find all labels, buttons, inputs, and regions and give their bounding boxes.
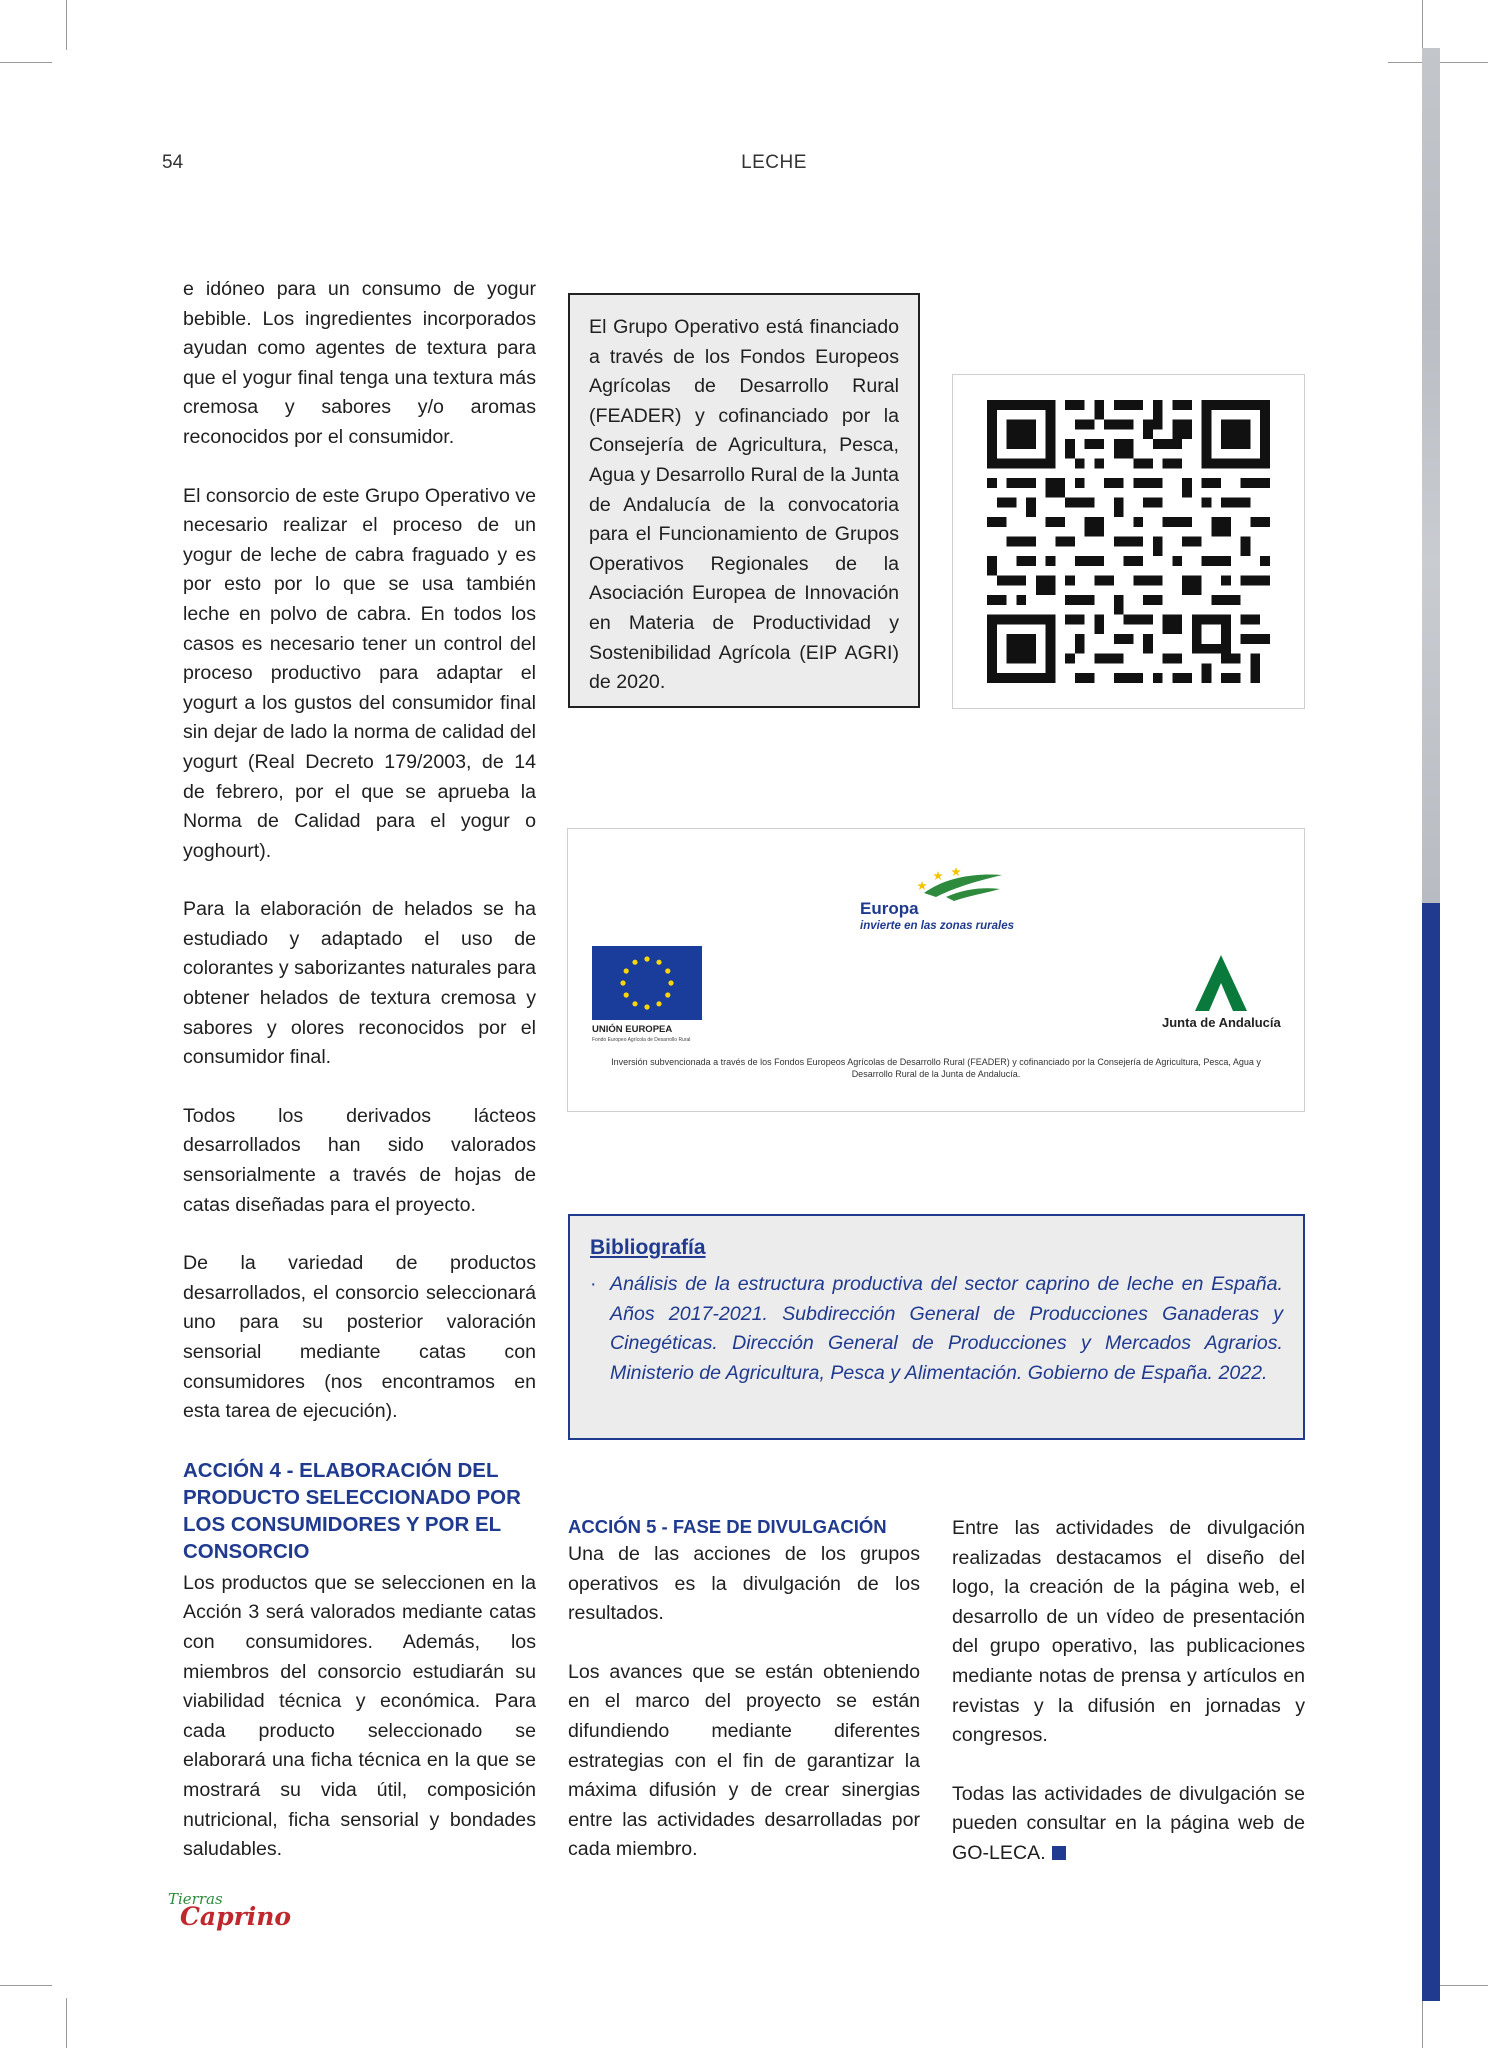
logos-caption: Inversión subvencionada a través de los Fondos Europeos Agrícolas de Desarrollo Rural (FEADER) y cofinanciado por la Consejería de Agricultura, Pesca, Agua y Desarrollo Rural de la Junta de Andalucía. (611, 1057, 1261, 1079)
crop-mark (66, 1998, 67, 2048)
qr-code-frame (952, 374, 1305, 709)
accion5-column (568, 1514, 920, 1865)
europa-stars-icon (916, 867, 1006, 901)
magazine-logo-big: Caprino (180, 1902, 292, 1931)
funding-logos (567, 828, 1305, 1112)
crop-mark (0, 1985, 52, 1986)
bullet-icon: · (590, 1273, 597, 1295)
paragraph: Entre las actividades de divulgación realizadas destacamos el diseño del logo, la creación de la página web, el desarrollo de un vídeo de presentación del grupo operativo, las publicaciones mediante notas de prensa y artículos en revistas y la difusión en jornadas y congresos. (952, 1517, 1305, 1747)
page-number: 54 (162, 152, 184, 173)
ue-label: UNIÓN EUROPEA (592, 1024, 673, 1035)
accion4-paragraph: Los productos que se seleccionen en la Acción 3 será valorados mediante catas con consumidores. Además, los miembros del consorcio estudiarán su viabilidad técnica y económica. Para cada producto seleccionado se elaborará una ficha técnica en la que se mostrará su vida útil, composición nutricional, ficha sensorial y bondades saludables. (183, 1571, 536, 1861)
paragraph: Para la elaboración de helados se ha estudiado y adaptado el uso de colorantes y saborizantes naturales para obtener helados de textura cremosa y sabores y olores reconocidos por el consumidor final. (183, 898, 536, 1069)
europa-subtitle: invierte en las zonas rurales (860, 920, 1015, 932)
left-column (183, 275, 536, 1865)
crop-mark (1440, 1985, 1488, 1986)
crop-mark (1422, 0, 1423, 50)
paragraph: De la variedad de productos desarrollados, el consorcio seleccionará uno para su posterior valoración sensorial mediante catas con consumidores (nos encontramos en esta tarea de ejecución). (183, 1252, 536, 1423)
accion5-heading: ACCIÓN 5 - FASE DE DIVULGACIÓN (568, 1516, 887, 1537)
closing-text: Todas las actividades de divulgación se pueden consultar en la página web de GO-LECA. (952, 1782, 1305, 1864)
paragraph: Los avances que se están obteniendo en el marco del proyecto se están difundiendo mediante diferentes estrategias con el fin de garantizar la máxima difusión y de crear sinergias entre las actividades desarrolladas por cada miembro. (568, 1660, 920, 1861)
paragraph: e idóneo para un consumo de yogur bebible. Los ingredientes incorporados ayudan como agentes de textura para que el yogur final tenga una textura más cremosa y sabores y/o aromas reconocidos por el consumidor. (183, 278, 536, 448)
europa-title: Europa (860, 899, 919, 918)
junta-label: Junta de Andalucía (1162, 1015, 1281, 1030)
bibliography-item (590, 1270, 1283, 1388)
accion4-heading: ACCIÓN 4 - ELABORACIÓN DEL PRODUCTO SELECCIONADO POR LOS CONSUMIDORES Y POR EL CONSORCIO (183, 1458, 521, 1563)
magazine-logo-small: Tierras (168, 1890, 223, 1908)
crop-mark (66, 0, 67, 50)
paragraph: Todos los derivados lácteos desarrollados han sido valorados sensorialmente a través de hojas de catas diseñadas para el proyecto. (183, 1104, 536, 1216)
closing-paragraph (952, 1780, 1305, 1869)
section-title: LECHE (741, 152, 807, 173)
junta-andalucia-logo-icon (1195, 955, 1247, 1011)
right-column (952, 1514, 1305, 1869)
bibliography-item-text: Análisis de la estructura productiva del sector caprino de leche en España. Años 2017-2021. Subdirección General de Producciones Ganaderas y Cinegéticas. Dirección General de Producciones y Mercados Agrarios. Ministerio de Agricultura, Pesca y Alimentación. Gobierno de España. 2022. (610, 1273, 1283, 1384)
bibliography-title: Bibliografía (590, 1236, 706, 1259)
paragraph: El consorcio de este Grupo Operativo ve necesario realizar el proceso de un yogur de leche de cabra fraguado y es por esto por lo que se usa también leche en polvo de cabra. En todos los casos es necesario tener un control del proceso productivo para adaptar el yogurt a los gustos del consumidor final sin dejar de lado la norma de calidad del yogurt (Real Decreto 179/2003, de 14 de febrero, por el que se aprueba la Norma de Calidad para el yogur o yoghourt). (183, 484, 536, 862)
ue-sublabel: Fondo Europeo Agrícola de Desarrollo Rural (592, 1037, 691, 1043)
end-mark-icon (1052, 1846, 1066, 1860)
bibliography-box (568, 1214, 1305, 1440)
magazine-logo (166, 1890, 292, 1940)
crop-mark (0, 62, 52, 63)
paragraph: Una de las acciones de los grupos operativos es la divulgación de los resultados. (568, 1543, 920, 1625)
crop-mark (1422, 1998, 1423, 2048)
side-bar-blue (1422, 903, 1440, 2001)
funding-box (568, 293, 920, 708)
eu-flag-icon (592, 946, 702, 1020)
funding-text: El Grupo Operativo está financiado a través de los Fondos Europeos Agrícolas de Desarrollo Rural (FEADER) y cofinanciado por la Consejería de Agricultura, Pesca, Agua y Desarrollo Rural de la Junta de Andalucía de la convocatoria para el Funcionamiento de Grupos Operativos Regionales de la Asociación Europea de Innovación en Materia de Productividad y Sostenibilidad Agrícola (EIP AGRI) de 2020. (589, 316, 899, 694)
qr-code-icon[interactable] (987, 400, 1270, 683)
side-bar-grey (1422, 48, 1440, 903)
